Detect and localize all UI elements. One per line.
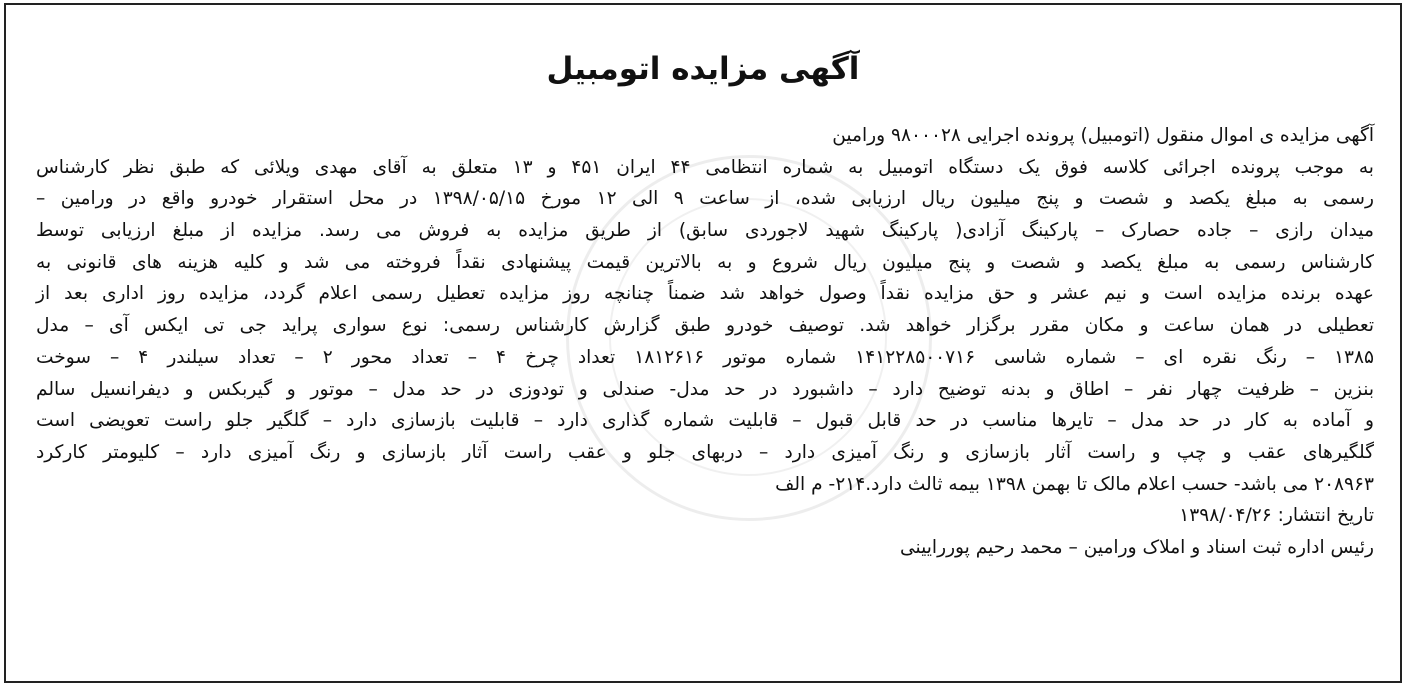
body-line: رسمی به مبلغ یکصد و شصت و پنج میلیون ریال ارزیابی شده، از ساعت ۹ الی ۱۲ مورخ ۱۳۹۸/۰۵/۱۵ در محل استقرار خودرو واقع در ورامین – (36, 188, 1374, 210)
body-line: کارشناس رسمی به مبلغ یکصد و شصت و پنج میلیون ریال شروع و به بالاترین قیمت پیشنهادی نقداً فروخته می شد و کلیه هزینه های قانونی به (36, 251, 1374, 273)
notice-title: آگهی مزایده اتومبیل (546, 51, 860, 87)
body-line: تعطیلی در همان ساعت و مکان مقرر برگزار خواهد شد. توصیف خودرو طبق گزارش کارشناس رسمی: نوع سواری پراید جی تی ایکس آی – مدل (36, 315, 1374, 337)
body-line: ۱۳۸۵ – رنگ نقره ای – شماره شاسی ۱۴۱۲۲۸۵۰۰۷۱۶ شماره موتور ۱۸۱۲۶۱۶ تعداد چرخ ۴ – تعداد محور ۲ – تعداد سیلندر ۴ – سوخت (36, 346, 1375, 368)
auction-notice (4, 3, 1402, 683)
body-line: بنزین – ظرفیت چهار نفر – اطاق و بدنه توضیح دارد – داشبورد در حد مدل- صندلی و تودوزی در حد مدل – موتور و گیربکس و دیفرانسیل سالم (36, 378, 1374, 400)
body-line: میدان رازی – جاده حصارک – پارکینگ آزادی( پارکینگ شهید لاجوردی سابق) از طریق مزایده به فروش می رسد. مزایده از مبلغ ارزیابی توسط (36, 220, 1374, 242)
publication-date: تاریخ انتشار: ۱۳۹۸/۰۴/۲۶ (1179, 505, 1374, 527)
body-line: و آماده به کار در حد مدل – تایرها مناسب در حد قابل قبول – قابلیت شماره گذاری دارد – قابلیت بازسازی دارد – گلگیر جلو راست تعویضی است (36, 410, 1374, 432)
body-line: عهده برنده مزایده است و نیم عشر و حق مزایده نقداً وصول خواهد شد ضمناً چنانچه روز مزایده تعطیل رسمی اعلام گردد، مزایده روز اداری بعد از (36, 283, 1374, 305)
notice-body (36, 120, 1374, 564)
signature-line: رئیس اداره ثبت اسناد و املاک ورامین – محمد رحیم پوررایینی (900, 536, 1374, 558)
body-line: به موجب پرونده اجرائی کلاسه فوق یک دستگاه اتومبیل به شماره انتظامی ۴۴ ایران ۴۵۱ و ۱۳ متعلق به آقای مهدی ویلائی که طبق نظر کارشناس (36, 156, 1374, 178)
case-heading-line: آگهی مزایده ی اموال منقول (اتومبیل) پرونده اجرایی ۹۸۰۰۰۲۸ ورامین (832, 125, 1374, 146)
body-line-last: ۲۰۸۹۶۳ می باشد- حسب اعلام مالک تا بهمن ۱۳۹۸ بیمه ثالث دارد.۲۱۴- م الف (775, 473, 1374, 495)
body-line: گلگیرهای عقب و چپ و راست آثار بازسازی و رنگ آمیزی دارد – دربهای جلو و عقب راست آثار بازسازی و رنگ آمیزی دارد – کلیومتر کارکرد (36, 441, 1374, 463)
